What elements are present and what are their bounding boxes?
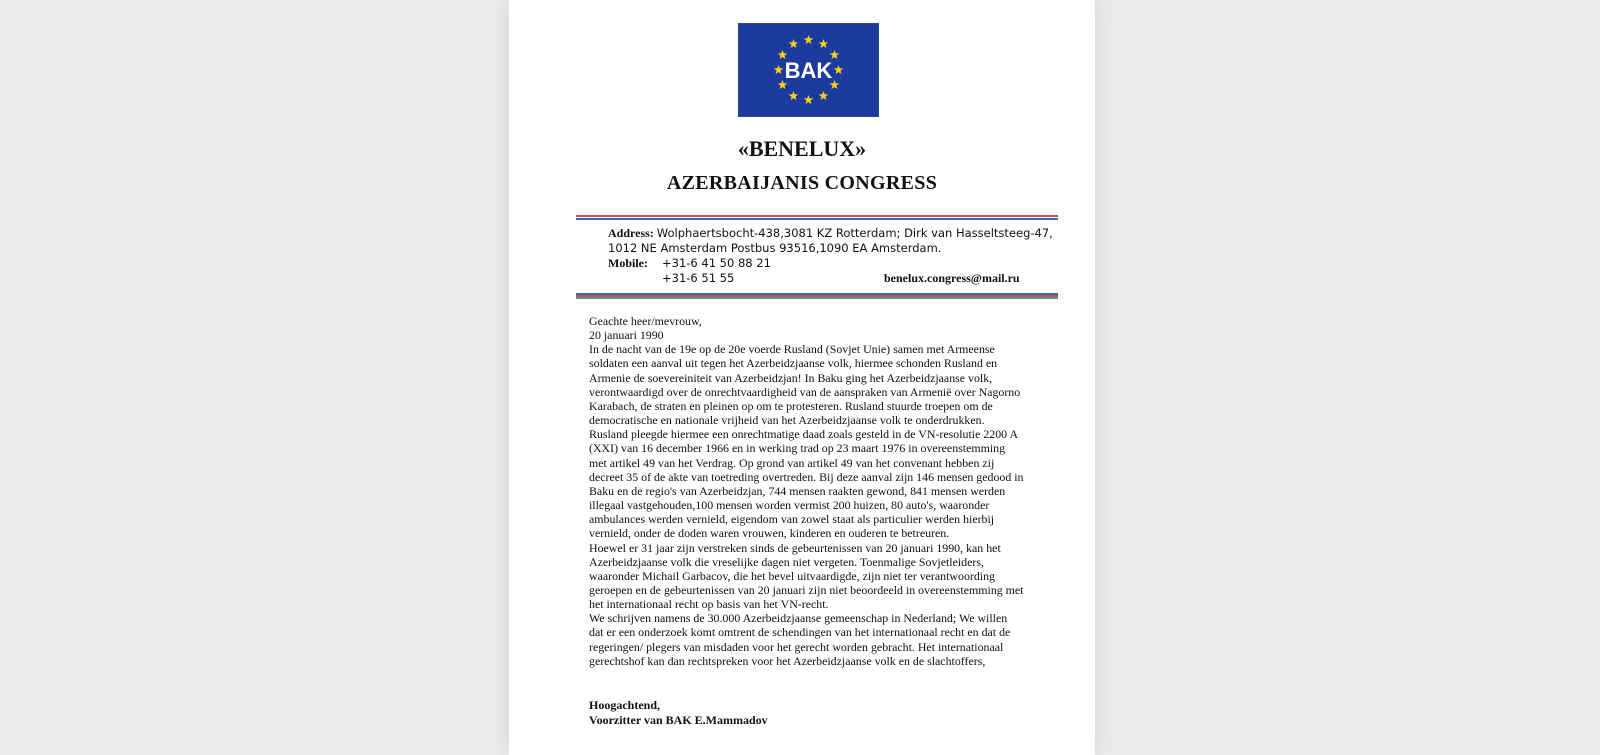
letter-line: soldaten een aanval uit tegen het Azerbeidzjaanse volk, hiermee schonden Rusland en — [589, 356, 998, 371]
letter-line: We schrijven namens de 30.000 Azerbeidzjaanse gemeenschap in Nederland; We willen — [589, 611, 1008, 626]
header-divider-bottom — [576, 293, 1058, 299]
email-address[interactable]: benelux.congress@mail.ru — [884, 271, 1020, 285]
letter-line: Karabach, de straten en pleinen op om te protesteren. Rusland stuurde troepen om de — [589, 398, 993, 413]
mobile-line-2 — [662, 271, 734, 286]
letter-line: illegaal vastgehouden,100 mensen worden vermist 200 huizen, 80 auto's, waaronder — [589, 498, 990, 513]
mobile-label: Mobile: — [608, 256, 648, 270]
letter-line: het internationaal recht op basis van het VN-recht. — [589, 597, 829, 612]
org-name-congress: AZERBAIJANIS CONGRESS — [666, 172, 938, 194]
address-value-2: 1012 NE Amsterdam Postbus 93516,1090 EA Amsterdam. — [608, 241, 942, 255]
letter-line: ambulances werden vernield, eigendom van zowel staat als particulier werden hierbij — [589, 512, 995, 527]
eu-star-icon — [819, 91, 829, 100]
letter-line: decreet 35 of de akte van toetreding overtreden. Bij deze aanval zijn 146 mensen gedood in — [589, 469, 1024, 484]
eu-star-icon — [789, 39, 799, 48]
address-line-2 — [608, 241, 941, 256]
letter-line: Rusland pleegde hiermee een onrechtmatige daad zoals gesteld in de VN-resolutie 2200 A — [589, 427, 1019, 442]
letter-line: Baku en de regio's van Azerbeidzjan, 744 mensen raakten gewond, 841 mensen werden — [589, 483, 1006, 498]
letter-line: waaronder Michail Garbacov, die het bevel uitvaardigde, zijn niet ter verantwoording — [589, 568, 995, 583]
letter-line: verontwaardigd over de onrechtvaardigheid van de aanspraken van Armenië over Nagorno — [589, 384, 1021, 399]
closing-line: Hoogachtend, — [589, 698, 661, 712]
letter-line: regeringen/ plegers van misdaden voor het gerecht worden gebracht. Het internationaal — [589, 639, 1004, 654]
letter-line: democratische en nationale vrijheid van het Azerbeidzjaanse volk te onderdrukken. — [589, 413, 985, 428]
bak-logo-text: BAK — [784, 58, 833, 83]
mobile-number-2: +31-6 51 55 — [662, 271, 735, 285]
mobile-line-1 — [608, 256, 771, 271]
signatory-name: Voorzitter van BAK E.Mammadov — [589, 713, 768, 727]
eu-star-icon — [834, 65, 844, 74]
letter-line: Hoewel er 31 jaar zijn verstreken sinds de gebeurtenissen van 20 januari 1990, kan het — [589, 540, 1001, 555]
letter-line: Azerbeidzjaanse volk die vreselijke dagen niet vergeten. Toenmalige Sovjetleiders, — [589, 554, 984, 569]
letter-line: 20 januari 1990 — [589, 328, 664, 343]
eu-star-icon — [789, 91, 799, 100]
address-line-1 — [608, 226, 1053, 241]
letter-line: geroepen en de gebeurtenissen van 20 januari zijn niet beoordeeld in overeenstemming met — [589, 582, 1024, 597]
letter-line: dat er een onderzoek komt omtrent de schendingen van het internationaal recht en dat de — [589, 625, 1011, 640]
document-page — [509, 0, 1095, 755]
header-divider-top — [576, 215, 1058, 220]
letter-line: gerechtshof kan dan rechtspreken voor het Azerbeidzjaanse volk en de slachtoffers, — [589, 653, 986, 668]
letter-line: (XXI) van 16 december 1966 en in werking trad op 23 maart 1976 in overeenstemming — [589, 441, 1006, 456]
org-name-benelux: «BENELUX» — [737, 136, 867, 161]
address-label: Address: — [608, 226, 654, 240]
eu-stars-icon — [739, 24, 878, 116]
eu-star-icon — [804, 35, 814, 44]
bak-eu-flag-logo — [738, 23, 879, 117]
letter-line: met artikel 49 van het Verdrag. Op grond van artikel 49 van het convenant hebben zij — [589, 455, 995, 470]
letter-body — [589, 314, 1049, 668]
mobile-number-1: +31-6 41 50 88 21 — [662, 256, 771, 270]
eu-star-icon — [774, 65, 784, 74]
letter-line: vernield, onder de doden waren vrouwen, kinderen en ouderen te betreuren. — [589, 526, 950, 541]
address-value-1: Wolphaertsbocht-438,3081 KZ Rotterdam; Dirk van Hasseltsteeg-47, — [656, 226, 1053, 240]
eu-star-icon — [819, 39, 829, 48]
signature-block — [589, 698, 768, 728]
letter-line: In de nacht van de 19e op de 20e voerde Rusland (Sovjet Unie) samen met Armeense — [589, 342, 995, 357]
letter-line: Geachte heer/mevrouw, — [589, 314, 702, 328]
eu-star-icon — [804, 95, 814, 104]
letter-line: Armenie de soevereiniteit van Azerbeidzjan! In Baku ging het Azerbeidzjaanse volk, — [589, 370, 993, 385]
